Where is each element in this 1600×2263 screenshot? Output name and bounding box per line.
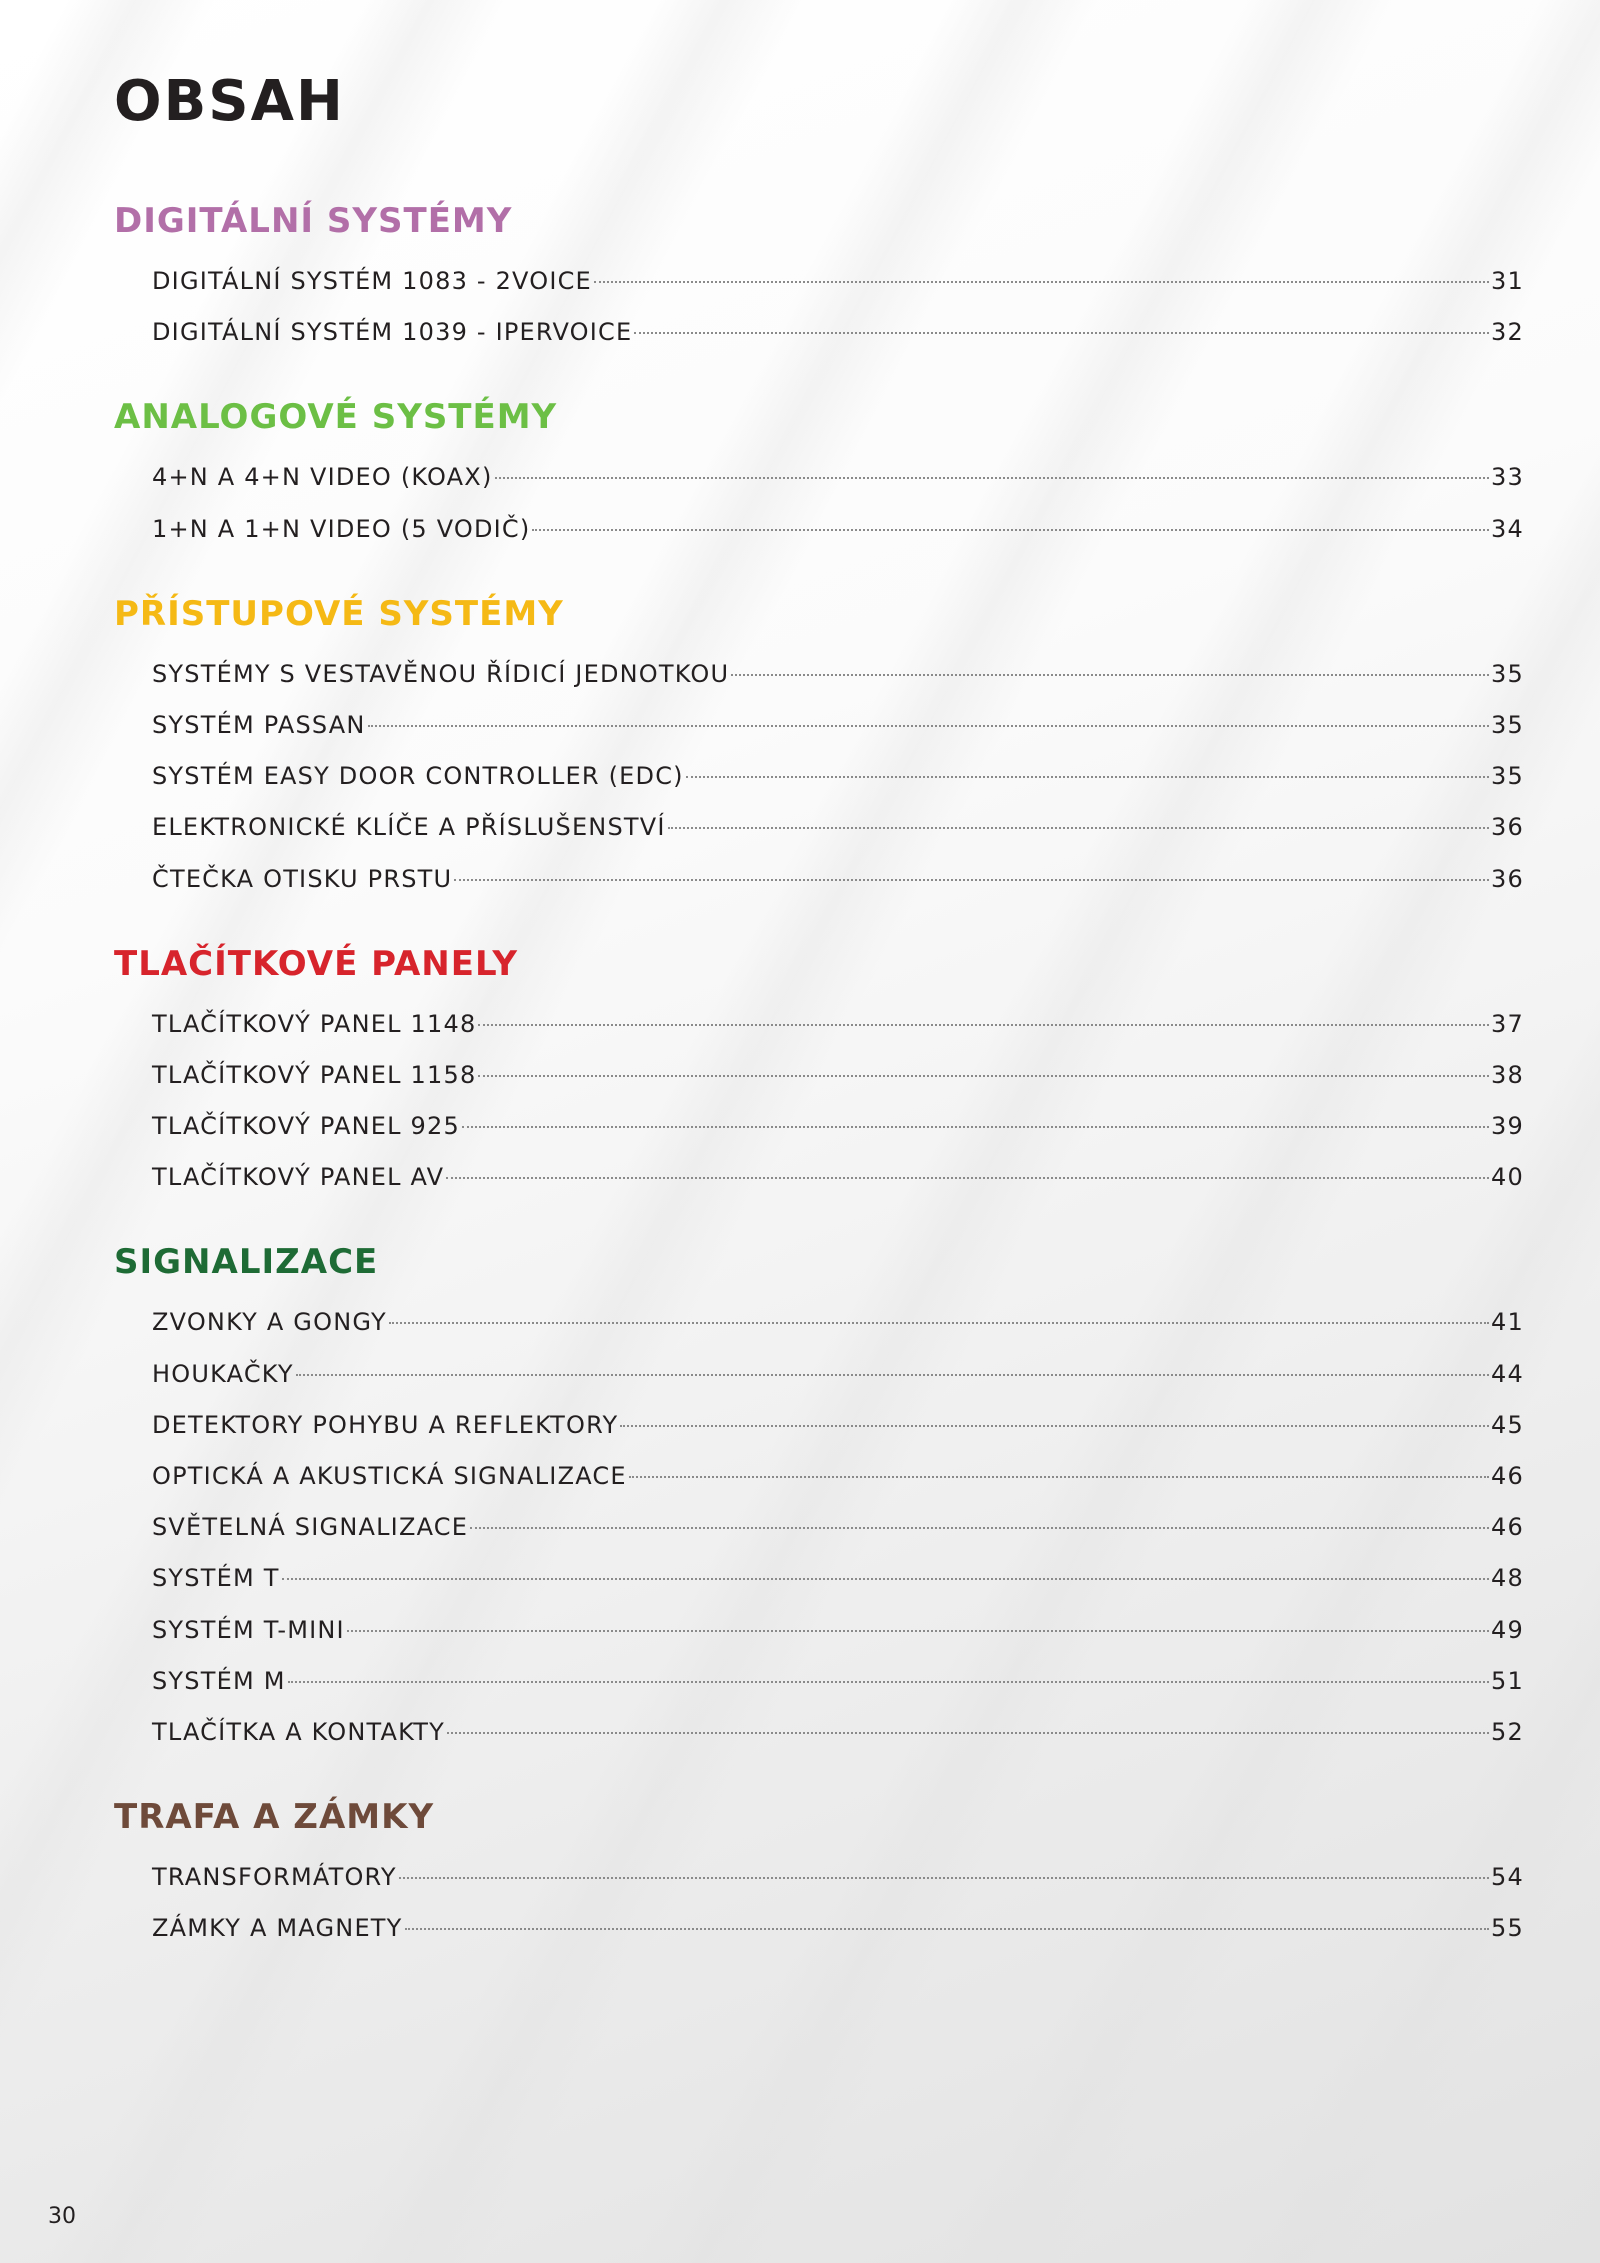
toc-entry[interactable] — [152, 452, 1524, 503]
toc-entry[interactable] — [152, 1050, 1524, 1101]
toc-entry-label: TRANSFORMÁTORY — [152, 1863, 397, 1892]
toc-section — [114, 1237, 1524, 1758]
toc-entry-page: 51 — [1491, 1666, 1524, 1695]
toc-entry-page: 35 — [1491, 659, 1524, 688]
toc-entry[interactable] — [152, 1502, 1524, 1553]
toc-entry[interactable] — [152, 1400, 1524, 1451]
toc-entry[interactable] — [152, 1707, 1524, 1758]
dot-leader — [282, 1578, 1489, 1580]
toc-entry-page: 34 — [1491, 514, 1524, 543]
toc-entry-page: 38 — [1491, 1060, 1524, 1089]
toc-entry[interactable] — [152, 1553, 1524, 1604]
toc-entry-label: TLAČÍTKOVÝ PANEL AV — [152, 1163, 445, 1192]
toc-entry-label: SYSTÉMY S VESTAVĚNOU ŘÍDICÍ JEDNOTKOU — [152, 659, 730, 688]
toc-entry[interactable] — [152, 256, 1524, 307]
toc-entry[interactable] — [152, 1656, 1524, 1707]
toc-entry-label: SYSTÉM PASSAN — [152, 710, 366, 739]
toc-entry-page: 33 — [1491, 463, 1524, 492]
toc-entry-page: 55 — [1491, 1914, 1524, 1943]
toc-entry-label: ZVONKY A GONGY — [152, 1308, 387, 1337]
toc-entry[interactable] — [152, 802, 1524, 853]
dot-leader — [296, 1374, 1489, 1376]
dot-leader — [629, 1476, 1489, 1478]
toc-entry-label: TLAČÍTKOVÝ PANEL 1158 — [152, 1060, 477, 1089]
toc-entry-label: 4+N A 4+N VIDEO (KOAX) — [152, 463, 493, 492]
dot-leader — [405, 1928, 1490, 1930]
toc-entry-page: 39 — [1491, 1112, 1524, 1141]
toc-entry-page: 44 — [1491, 1359, 1524, 1388]
toc-entry[interactable] — [152, 1852, 1524, 1903]
dot-leader — [446, 1177, 1489, 1179]
toc-entry-page: 37 — [1491, 1009, 1524, 1038]
toc-entry-page: 46 — [1491, 1513, 1524, 1542]
dot-leader — [389, 1322, 1489, 1324]
toc-entry-label: DETEKTORY POHYBU A REFLEKTORY — [152, 1410, 619, 1439]
toc-entry[interactable] — [152, 751, 1524, 802]
toc-entry-label: SYSTÉM EASY DOOR CONTROLLER (EDC) — [152, 762, 684, 791]
dot-leader — [470, 1527, 1489, 1529]
toc-entry-page: 41 — [1491, 1308, 1524, 1337]
section-heading: DIGITÁLNÍ SYSTÉMY — [114, 201, 513, 241]
dot-leader — [620, 1425, 1489, 1427]
toc-entry[interactable] — [152, 1451, 1524, 1502]
toc-entry-label: ZÁMKY A MAGNETY — [152, 1914, 403, 1943]
toc-entry-page: 32 — [1491, 318, 1524, 347]
toc-entry-label: HOUKAČKY — [152, 1359, 294, 1388]
toc-entry-label: TLAČÍTKOVÝ PANEL 925 — [152, 1112, 460, 1141]
toc-entry[interactable] — [152, 700, 1524, 751]
toc-entry-label: SYSTÉM M — [152, 1666, 286, 1695]
dot-leader — [399, 1877, 1489, 1879]
toc-entry[interactable] — [152, 1605, 1524, 1656]
dot-leader — [478, 1075, 1489, 1077]
dot-leader — [532, 529, 1489, 531]
toc-entry-label: ELEKTRONICKÉ KLÍČE A PŘÍSLUŠENSTVÍ — [152, 813, 666, 842]
toc-section — [114, 392, 1524, 554]
toc-entry-page: 40 — [1491, 1163, 1524, 1192]
toc-entry[interactable] — [152, 307, 1524, 358]
toc-entry-page: 49 — [1491, 1615, 1524, 1644]
toc-entry-page: 36 — [1491, 864, 1524, 893]
toc-section — [114, 589, 1524, 905]
toc-entry-page: 36 — [1491, 813, 1524, 842]
table-of-contents — [114, 196, 1524, 1989]
dot-leader — [347, 1630, 1489, 1632]
toc-entry-label: OPTICKÁ A AKUSTICKÁ SIGNALIZACE — [152, 1462, 627, 1490]
toc-section — [114, 939, 1524, 1204]
toc-section — [114, 1792, 1524, 1954]
toc-entry-page: 52 — [1491, 1717, 1524, 1746]
toc-entry[interactable] — [152, 649, 1524, 700]
toc-entry[interactable] — [152, 999, 1524, 1050]
dot-leader — [495, 477, 1490, 479]
section-heading: PŘÍSTUPOVÉ SYSTÉMY — [114, 593, 564, 634]
toc-entry[interactable] — [152, 1903, 1524, 1954]
toc-entry-label: TLAČÍTKOVÝ PANEL 1148 — [152, 1009, 477, 1038]
toc-entry[interactable] — [152, 1349, 1524, 1400]
toc-entry-page: 54 — [1491, 1863, 1524, 1892]
dot-leader — [686, 776, 1489, 778]
section-heading: ANALOGOVÉ SYSTÉMY — [114, 397, 558, 438]
dot-leader — [478, 1024, 1489, 1026]
toc-entry-label: SYSTÉM T-MINI — [152, 1615, 345, 1644]
dot-leader — [634, 332, 1489, 334]
page-number: 30 — [48, 2204, 76, 2229]
dot-leader — [368, 725, 1490, 727]
page-title: OBSAH — [114, 69, 345, 134]
toc-entry-page: 35 — [1491, 710, 1524, 739]
toc-entry-page: 31 — [1491, 267, 1524, 295]
toc-entry-label: SVĚTELNÁ SIGNALIZACE — [152, 1513, 469, 1542]
toc-section — [114, 196, 1524, 358]
toc-entry[interactable] — [152, 1152, 1524, 1203]
toc-entry[interactable] — [152, 1297, 1524, 1348]
dot-leader — [731, 674, 1489, 676]
dot-leader — [447, 1732, 1489, 1734]
toc-entry-label: TLAČÍTKA A KONTAKTY — [152, 1717, 445, 1746]
toc-entry-label: DIGITÁLNÍ SYSTÉM 1083 - 2VOICE — [152, 267, 592, 295]
section-heading: SIGNALIZACE — [114, 1242, 379, 1283]
toc-entry-page: 35 — [1491, 762, 1524, 791]
toc-entry[interactable] — [152, 504, 1524, 555]
dot-leader — [594, 281, 1489, 283]
toc-entry[interactable] — [152, 1101, 1524, 1152]
toc-entry[interactable] — [152, 854, 1524, 905]
section-heading: TRAFA A ZÁMKY — [114, 1797, 435, 1838]
dot-leader — [668, 827, 1489, 829]
toc-entry-label: ČTEČKA OTISKU PRSTU — [152, 864, 453, 893]
toc-entry-page: 46 — [1491, 1462, 1524, 1490]
toc-entry-page: 45 — [1491, 1410, 1524, 1439]
toc-entry-label: DIGITÁLNÍ SYSTÉM 1039 - IPERVOICE — [152, 318, 633, 347]
toc-entry-page: 48 — [1491, 1564, 1524, 1593]
dot-leader — [454, 879, 1489, 881]
dot-leader — [462, 1126, 1489, 1128]
section-heading: TLAČÍTKOVÉ PANELY — [114, 943, 518, 984]
toc-entry-label: 1+N A 1+N VIDEO (5 VODIČ) — [152, 514, 531, 543]
toc-entry-label: SYSTÉM T — [152, 1564, 280, 1593]
dot-leader — [288, 1681, 1489, 1683]
